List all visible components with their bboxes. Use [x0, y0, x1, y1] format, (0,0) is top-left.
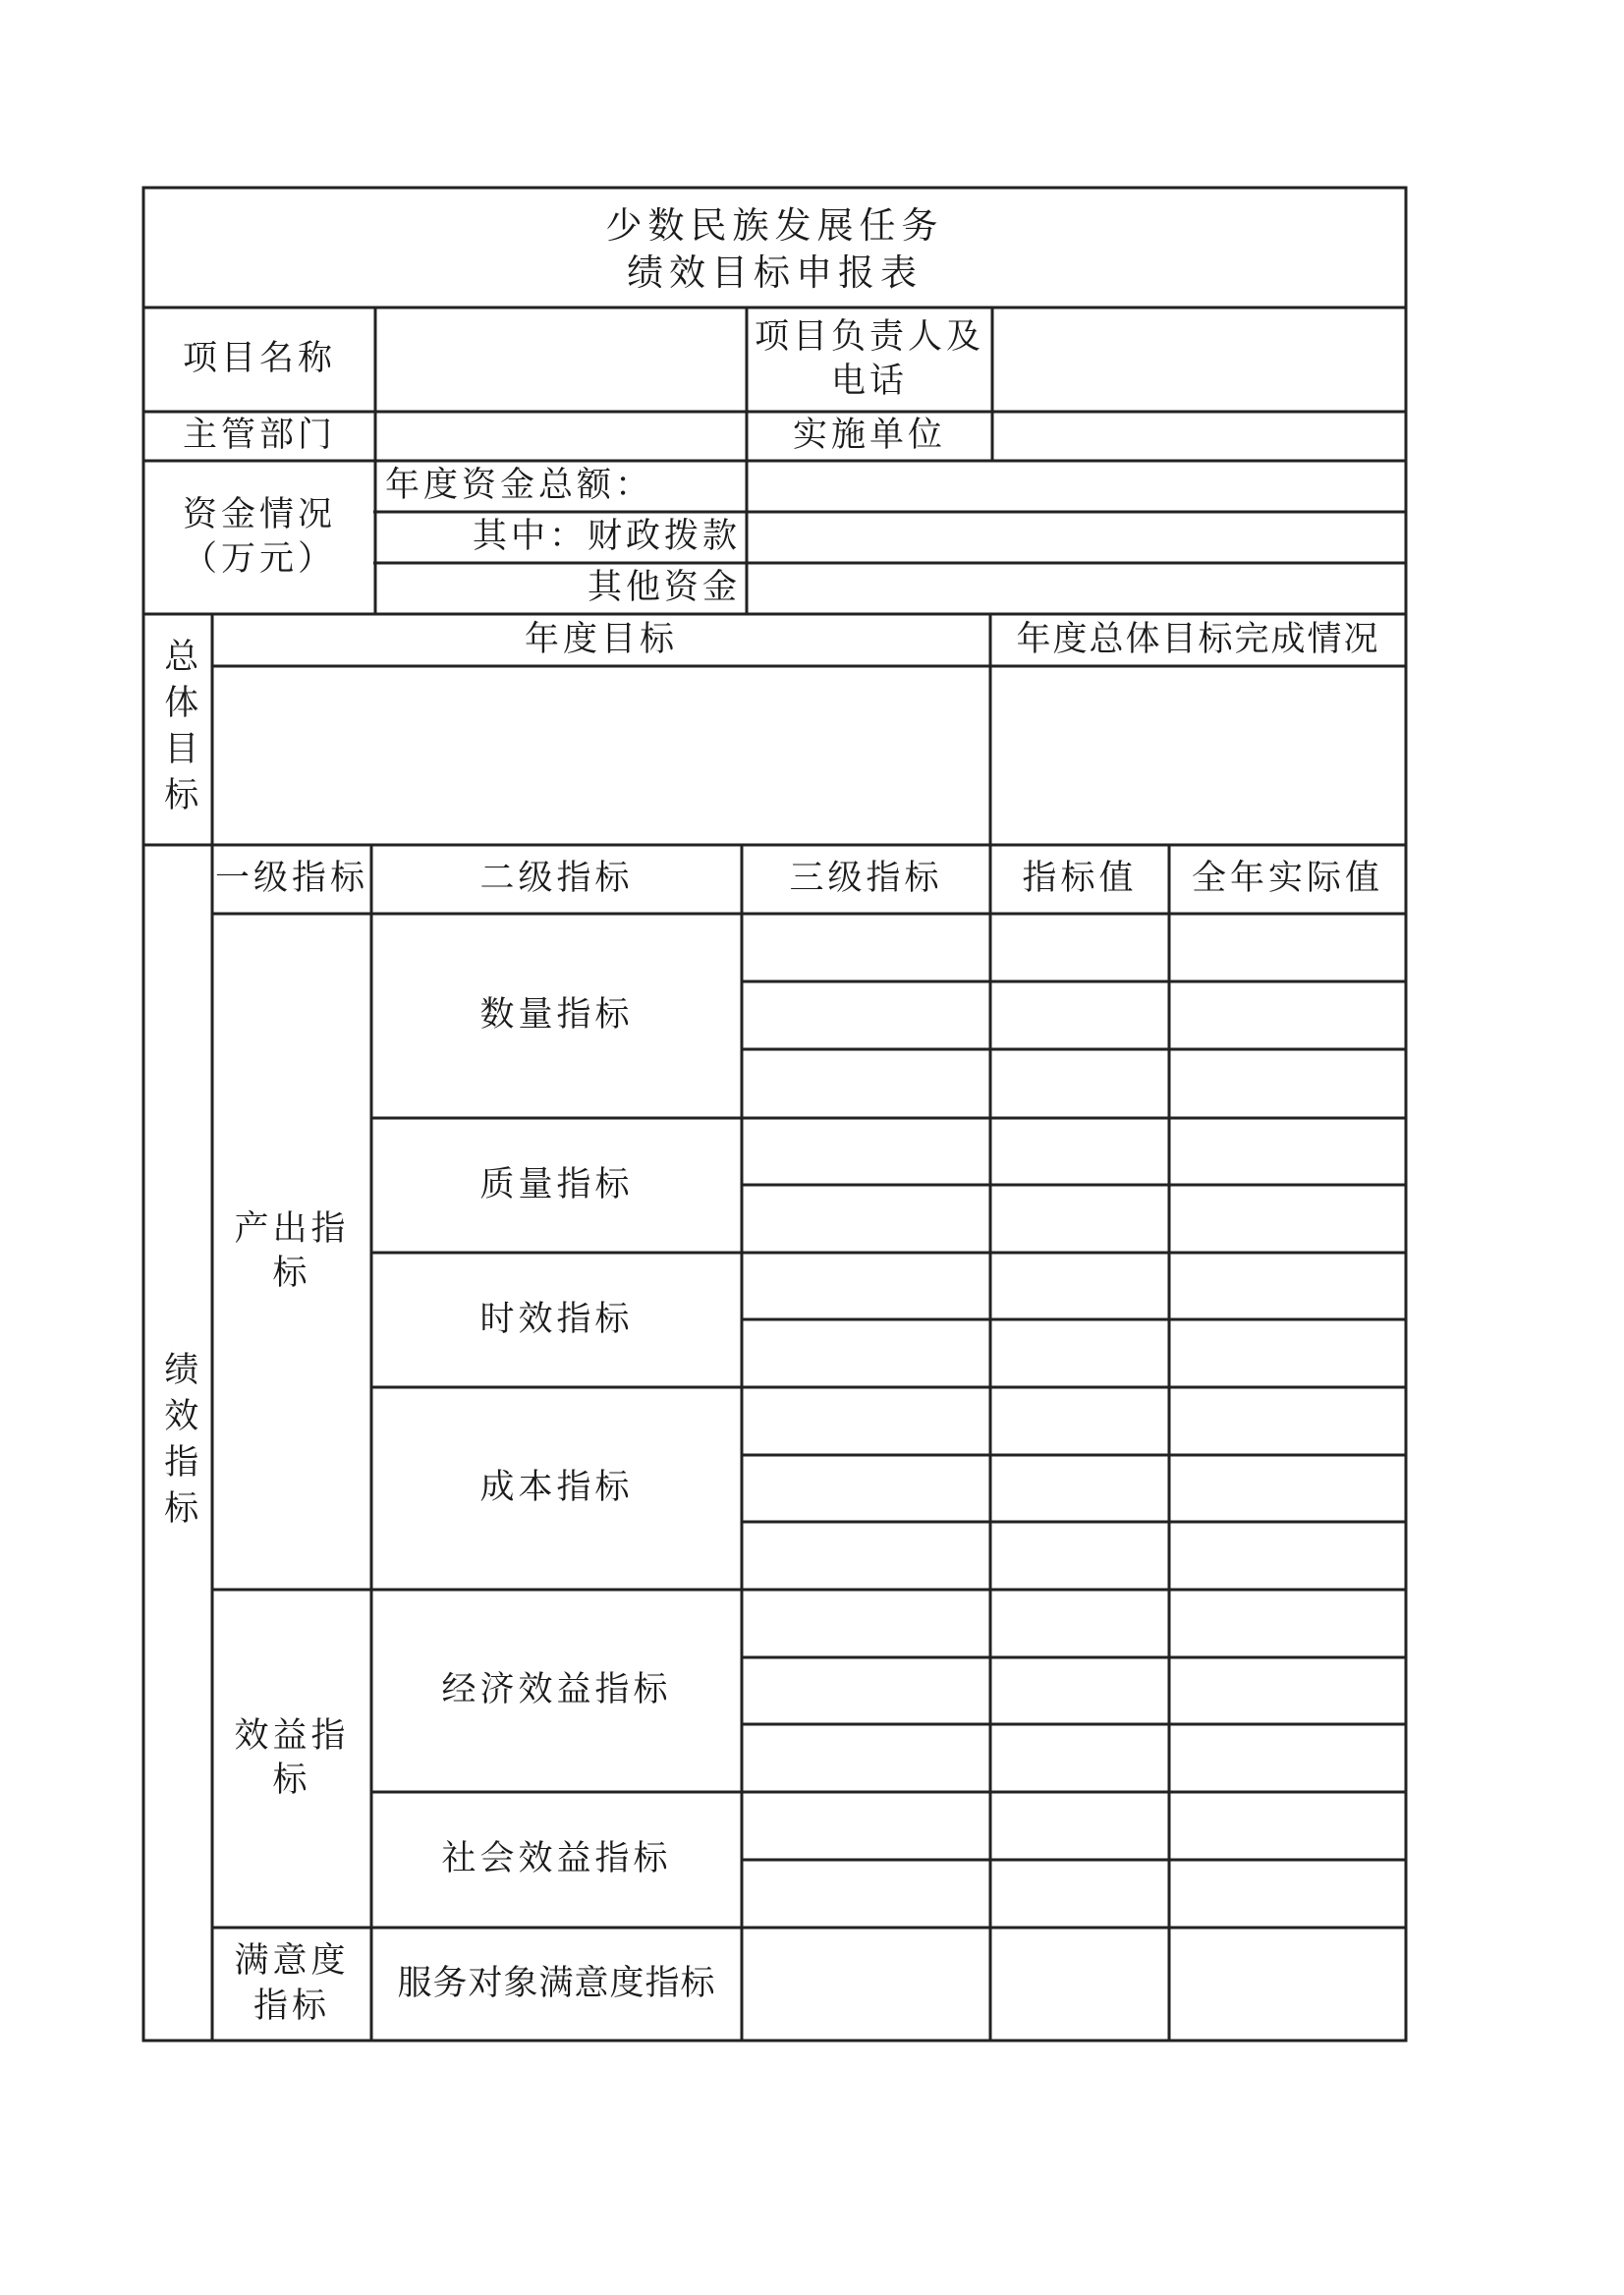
group-output: 产出指 标 [234, 1208, 350, 1293]
annual-target-value[interactable] [212, 666, 990, 845]
form-title-line2: 绩效目标申报表 [627, 252, 923, 295]
dept-value[interactable] [375, 412, 747, 461]
completion-value[interactable] [990, 666, 1406, 845]
fiscal-label: 其中：财政拨款 [472, 517, 741, 557]
sub-quantity: 数量指标 [479, 995, 634, 1036]
fiscal-value[interactable] [747, 512, 1406, 563]
header-level3: 三级指标 [789, 859, 943, 899]
sub-social: 社会效益指标 [441, 1839, 672, 1879]
project-name-value[interactable] [375, 308, 747, 412]
dept-label: 主管部门 [182, 416, 336, 456]
annual-total-value[interactable] [747, 461, 1406, 512]
header-actual: 全年实际值 [1191, 859, 1383, 899]
project-name-label: 项目名称 [182, 339, 336, 379]
project-leader-label: 项目负责人及 电话 [754, 316, 984, 401]
annual-target-header: 年度目标 [524, 619, 678, 659]
impl-unit-value[interactable] [992, 412, 1406, 461]
header-level1: 一级指标 [214, 859, 368, 899]
header-value: 指标值 [1022, 859, 1138, 899]
other-funds-label: 其他资金 [587, 568, 741, 608]
sub-cost: 成本指标 [479, 1468, 634, 1508]
sub-timeliness: 时效指标 [479, 1299, 634, 1339]
impl-unit-label: 实施单位 [792, 416, 946, 456]
header-level2: 二级指标 [479, 859, 634, 899]
form-title-line1: 少数民族发展任务 [605, 204, 944, 248]
perf-side-label: 绩效指标 [158, 1350, 198, 1536]
sub-quality: 质量指标 [479, 1164, 634, 1204]
sub-service-satisfaction: 服务对象满意度指标 [397, 1963, 716, 2003]
group-satisfaction: 满意度 指标 [234, 1941, 350, 2026]
sub-economic: 经济效益指标 [441, 1670, 672, 1710]
funds-label: 资金情况 （万元） [182, 494, 336, 579]
other-funds-value[interactable] [747, 563, 1406, 614]
overall-target-side-label: 总体目标 [158, 637, 198, 822]
group-benefit: 效益指 标 [234, 1715, 350, 1800]
project-leader-value[interactable] [992, 308, 1406, 412]
completion-header: 年度总体目标完成情况 [1016, 619, 1380, 659]
annual-total-label: 年度资金总额： [385, 466, 654, 506]
